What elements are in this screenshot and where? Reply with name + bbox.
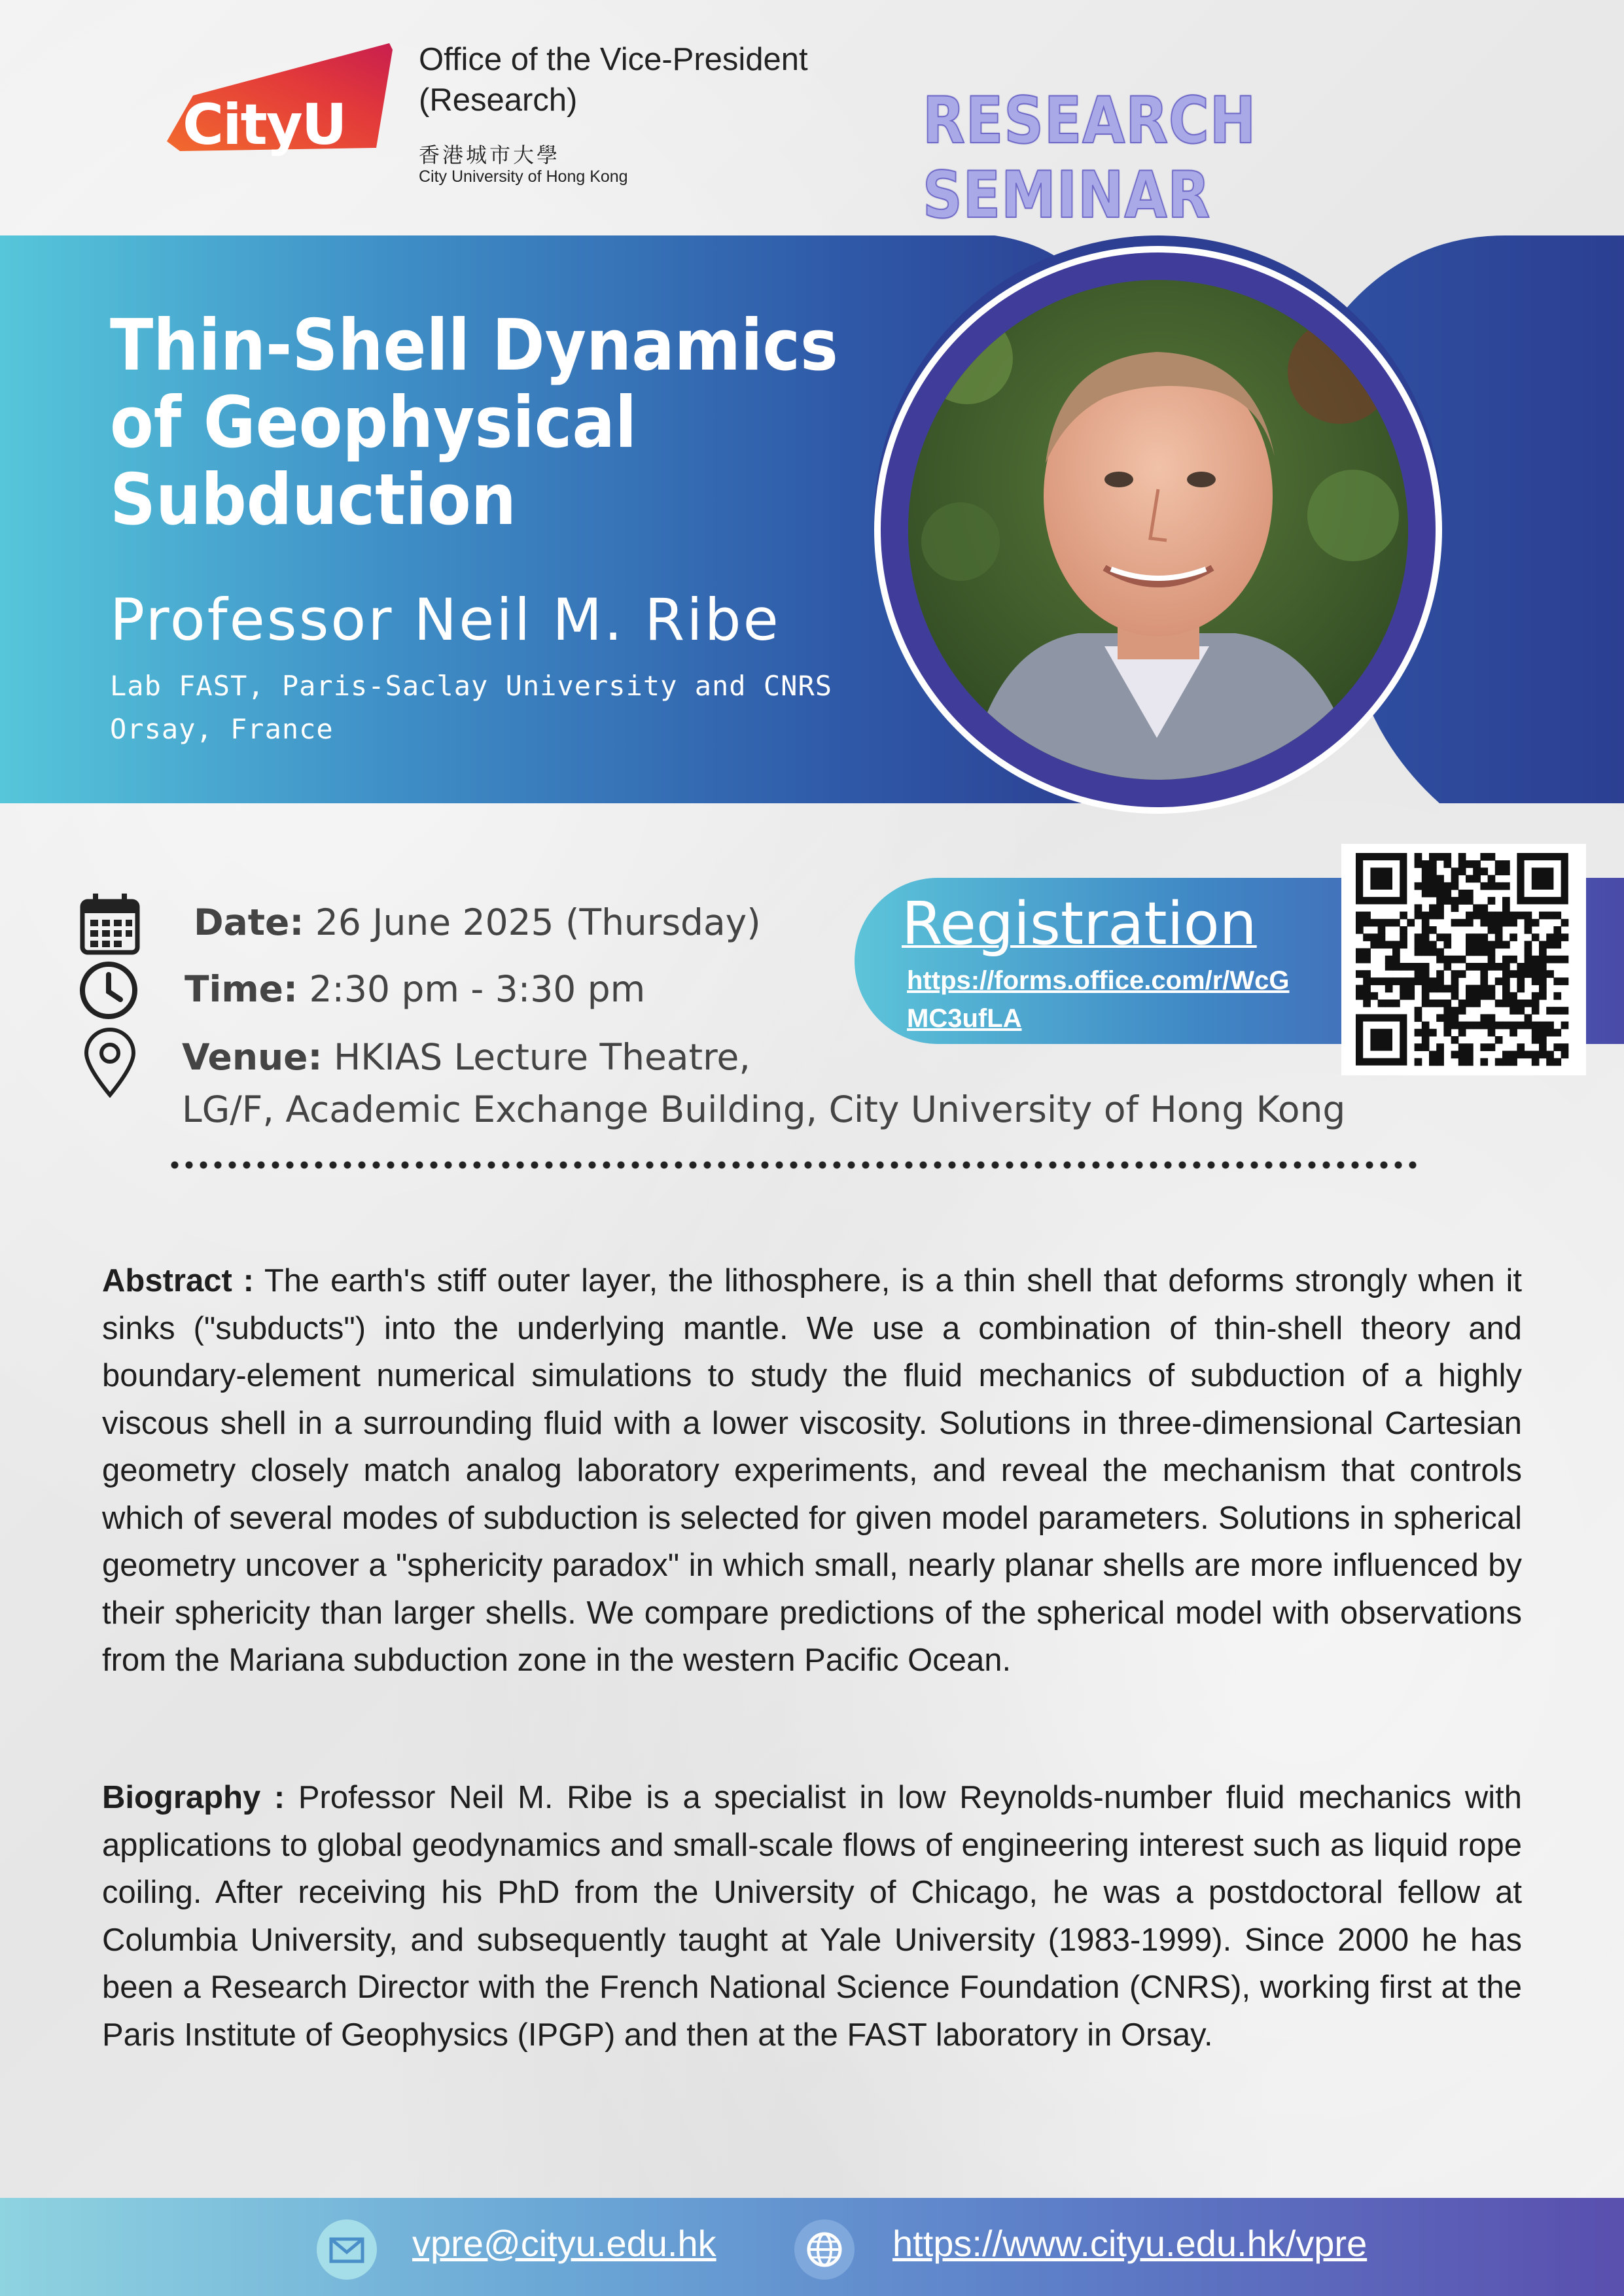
- footer-email[interactable]: vpre@cityu.edu.hk: [412, 2223, 716, 2264]
- logo-text: CityU: [183, 92, 346, 158]
- abstract-label: Abstract :: [102, 1263, 254, 1298]
- clock-icon: [77, 959, 140, 1022]
- university-name-chinese: 香港城市大學: [419, 143, 561, 167]
- biography-text: Professor Neil M. Ribe is a specialist in low Reynolds-number fluid mechanics with applications to global geodynamics and small-scale flows of engineering interest such as liquid rope coiling. After receiving his PhD from the University of Chicago, he was a postdoctoral fellow at Columbia University, and subsequently taught at Yale University (1983-1999). Since 2000 he has been a Research Director with the French National Science Foundation (CNRS), working first at the Paris Institute of Geophysics (IPGP) and then at the FAST laboratory in Orsay.: [102, 1780, 1522, 2053]
- seminar-title: Thin-Shell Dynamics of Geophysical Subduction: [110, 305, 838, 541]
- venue-detail: Venue: HKIAS Lecture Theatre, LG/F, Academic Exchange Building, City University of Hong Kong: [182, 1036, 1346, 1130]
- biography-label: Biography :: [102, 1780, 285, 1815]
- globe-icon: [794, 2219, 855, 2280]
- dotted-divider: [168, 1160, 1421, 1170]
- cityu-logo: [167, 43, 402, 161]
- date-detail: Date: 26 June 2025 (Thursday): [194, 901, 761, 943]
- university-name-english: City University of Hong Kong: [419, 167, 628, 186]
- calendar-icon: [79, 892, 141, 955]
- email-icon: [317, 2219, 377, 2280]
- office-name: Office of the Vice-President (Research): [419, 42, 808, 118]
- location-pin-icon: [81, 1027, 139, 1098]
- registration-link[interactable]: https://forms.office.com/r/WcG MC3ufLA: [907, 966, 1290, 1033]
- speaker-affiliation: Lab FAST, Paris-Saclay University and CNRS Orsay, France: [110, 670, 833, 745]
- footer-website[interactable]: https://www.cityu.edu.hk/vpre: [892, 2223, 1368, 2264]
- speaker-name: Professor Neil M. Ribe: [110, 586, 781, 653]
- qr-code[interactable]: [1341, 844, 1586, 1075]
- time-detail: Time: 2:30 pm - 3:30 pm: [185, 968, 646, 1010]
- speaker-photo: [908, 280, 1408, 780]
- biography-paragraph: [102, 1774, 1522, 2059]
- registration-title: Registration: [902, 890, 1257, 958]
- event-type-heading: RESEARCH SEMINAR: [923, 84, 1257, 233]
- abstract-text: The earth's stiff outer layer, the lithosphere, is a thin shell that deforms strongly when it sinks ("subducts") into the underlying mantle. We use a combination of thin-shell theory and boundary-element numerical simulations to study the fluid mechanics of subduction of a highly viscous shell in a surrounding fluid with a lower viscosity. Solutions in three-dimensional Cartesian geometry closely match analog laboratory experiments, and reveal the mechanism that controls which of several modes of subduction is selected for given model parameters. Solutions in spherical geometry uncover a "sphericity paradox" in which small, nearly planar shells are more influenced by their sphericity than larger shells. We compare predictions of the spherical model with observations from the Mariana subduction zone in the western Pacific Ocean.: [102, 1263, 1522, 1678]
- abstract-paragraph: [102, 1257, 1522, 1684]
